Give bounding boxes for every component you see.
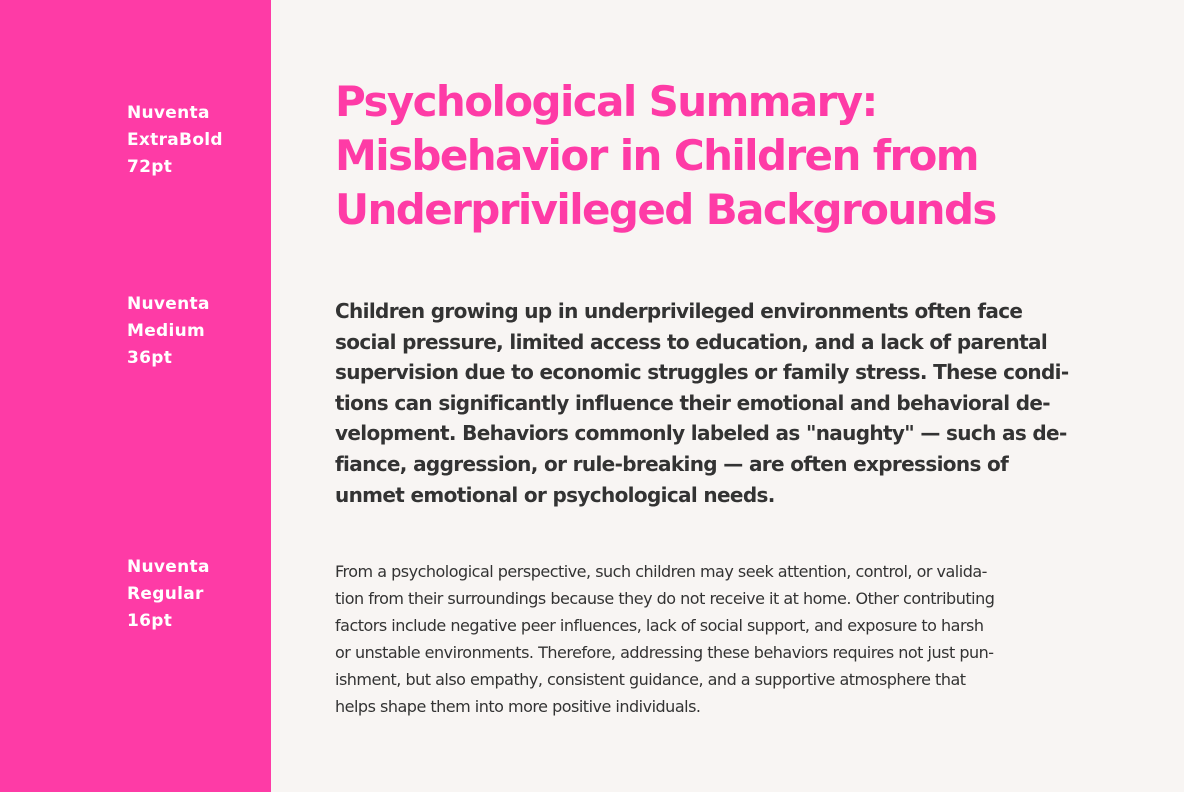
lead-line: social pressure, limited access to education, and a lack of parental: [335, 329, 1048, 354]
body-line: or unstable environments. Therefore, addressing these behaviors requires not just pun-: [335, 643, 994, 662]
title-line: Psychological Summary:: [335, 77, 877, 126]
body-line: From a psychological perspective, such children may seek attention, control, or valida-: [335, 562, 987, 581]
font-spec-size: 72pt: [127, 157, 173, 177]
title-line: Misbehavior in Children from: [335, 131, 978, 180]
lead-line: supervision due to economic struggles or family stress. These condi-: [335, 360, 1069, 385]
font-spec-size: 36pt: [127, 348, 173, 368]
lead-line: tions can significantly influence their emotional and behavioral de-: [335, 390, 1050, 415]
lead-line: Children growing up in underprivileged environments often face: [335, 299, 1023, 323]
font-spec-body: [127, 554, 267, 635]
sidebar: [0, 0, 271, 792]
lead-paragraph: [335, 296, 1115, 510]
body-line: factors include negative peer influences, lack of social support, and exposure to harsh: [335, 616, 984, 635]
page-title: [335, 75, 1135, 237]
font-spec-lead: [127, 291, 267, 372]
lead-line: fiance, aggression, or rule-breaking — are often expressions of: [335, 451, 1009, 476]
font-spec-size: 16pt: [127, 611, 173, 631]
lead-line: velopment. Behaviors commonly labeled as "naughty" — such as de-: [335, 421, 1067, 446]
lead-line: unmet emotional or psychological needs.: [335, 482, 775, 507]
font-spec-title: [127, 100, 267, 181]
font-spec-weight: Medium: [127, 321, 206, 341]
font-spec-name: Nuventa: [127, 103, 210, 123]
body-line: ishment, but also empathy, consistent guidance, and a supportive atmosphere that: [335, 670, 966, 689]
font-spec-weight: Regular: [127, 584, 204, 604]
font-spec-name: Nuventa: [127, 557, 210, 577]
title-line: Underprivileged Backgrounds: [335, 185, 996, 234]
font-spec-weight: ExtraBold: [127, 130, 223, 150]
body-line: helps shape them into more positive individuals.: [335, 697, 701, 716]
font-spec-name: Nuventa: [127, 294, 210, 314]
body-line: tion from their surroundings because they do not receive it at home. Other contributing: [335, 589, 995, 608]
body-paragraph: [335, 558, 1115, 720]
